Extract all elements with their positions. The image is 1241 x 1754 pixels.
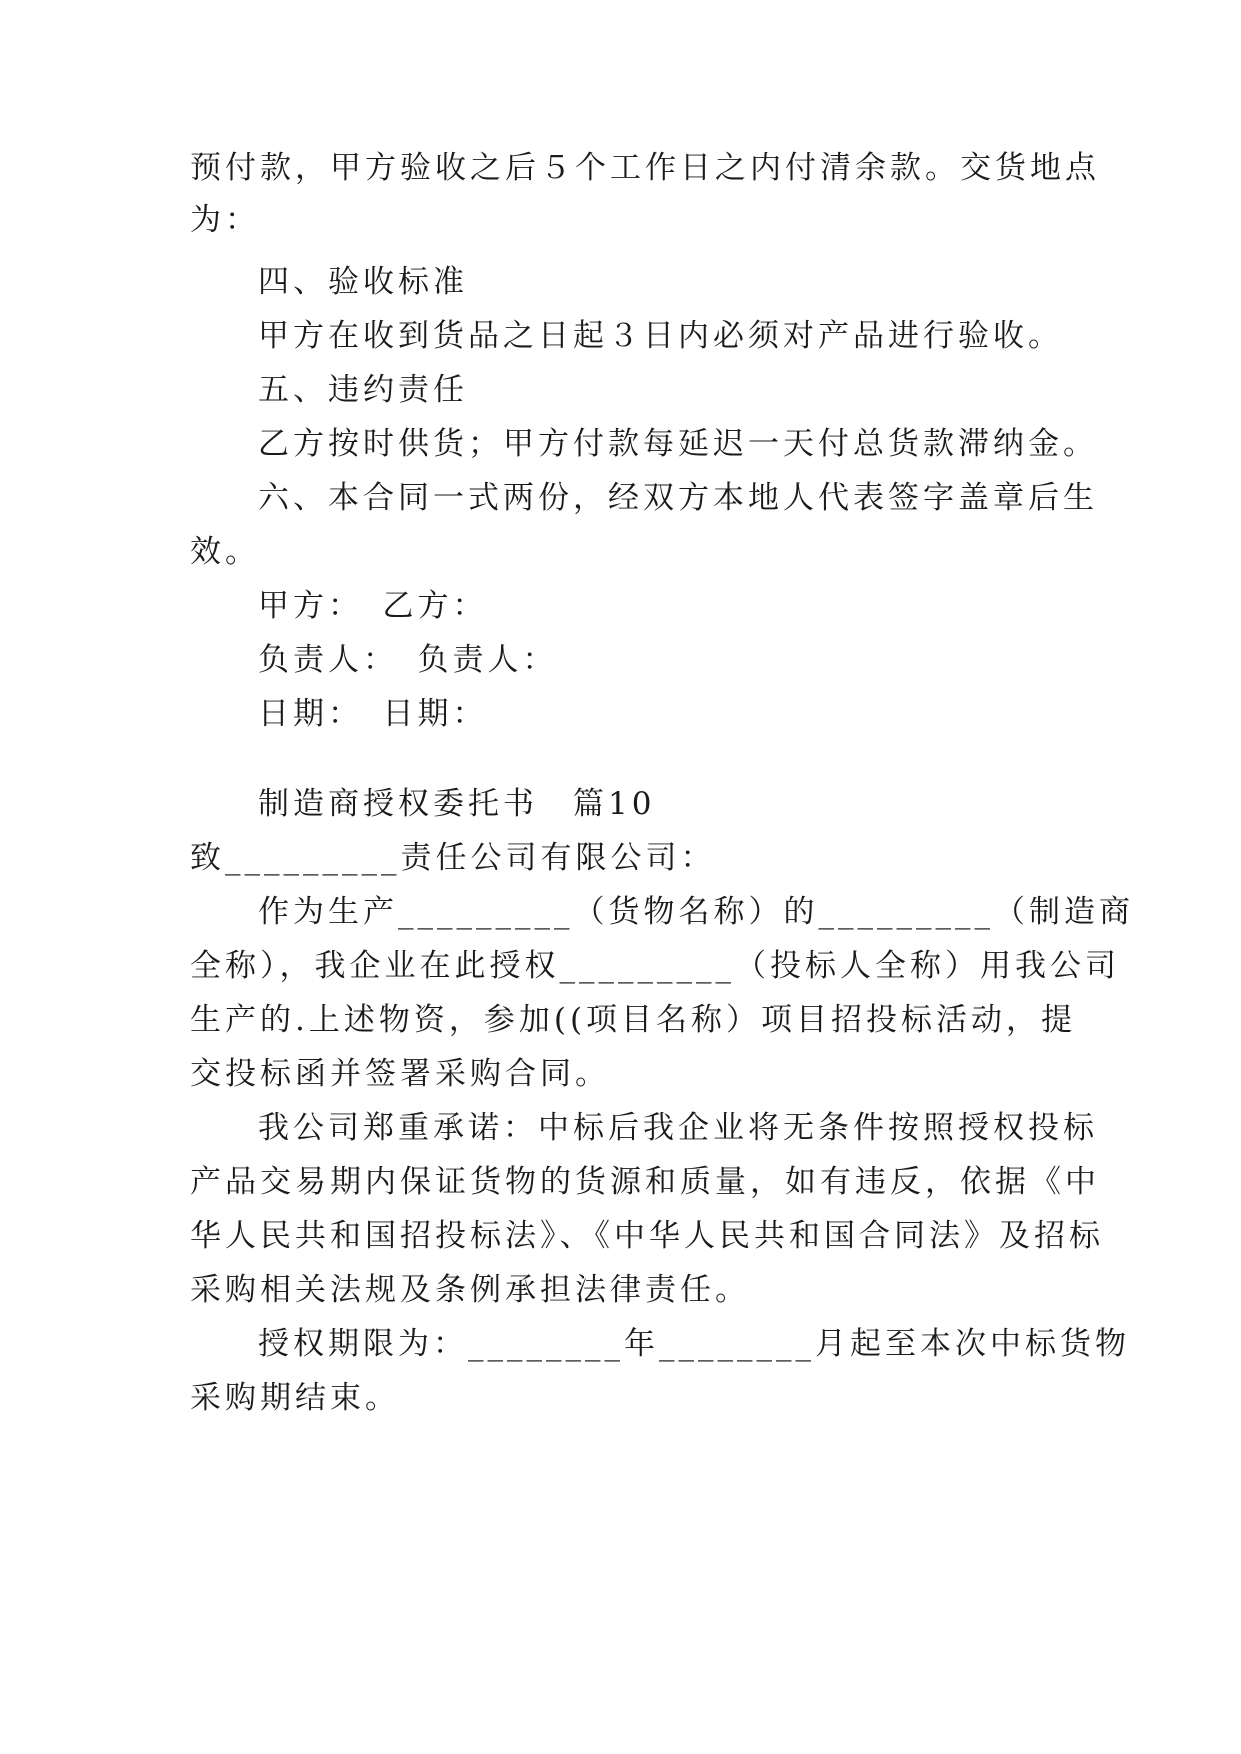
paragraph-line: 六、本合同一式两份，经双方本地人代表签字盖章后生 [258, 480, 1098, 516]
paragraph-line: 甲方在收到货品之日起３日内必须对产品进行验收。 [258, 318, 1063, 354]
paragraph-line: 华人民共和国招投标法》、《中华人民共和国合同法》及招标 [190, 1218, 1104, 1254]
addressee-line: 致_________责任公司有限公司： [190, 840, 716, 876]
paragraph-line: 交投标函并签署采购合同。 [190, 1056, 610, 1092]
paragraph-line: 采购相关法规及条例承担法律责任。 [190, 1272, 750, 1308]
section-heading: 五、违约责任 [258, 372, 468, 408]
paragraph-line: 全称），我企业在此授权_________（投标人全称）用我公司 [190, 948, 1120, 984]
paragraph-line: 产品交易期内保证货物的货源和质量，如有违反，依据《中 [190, 1164, 1100, 1200]
signature-date-line: 日期： 日期： [258, 696, 488, 732]
paragraph-line: 生产的.上述物资，参加((项目名称）项目招投标活动，提 [190, 1002, 1077, 1038]
paragraph-line: 预付款，甲方验收之后５个工作日之内付清余款。交货地点 [190, 150, 1100, 186]
paragraph-line: 作为生产_________（货物名称）的_________（制造商 [258, 894, 1134, 930]
signature-party-line: 甲方： 乙方： [258, 588, 488, 624]
paragraph-line: 乙方按时供货；甲方付款每延迟一天付总货款滞纳金。 [258, 426, 1098, 462]
paragraph-line: 效。 [190, 534, 260, 570]
signature-person-line: 负责人： 负责人： [258, 642, 558, 678]
section-heading: 四、验收标准 [258, 264, 468, 300]
paragraph-line: 我公司郑重承诺：中标后我企业将无条件按照授权投标 [258, 1110, 1098, 1146]
section-title: 制造商授权委托书 篇10 [258, 786, 656, 822]
paragraph-line: 授权期限为：________年________月起至本次中标货物 [258, 1326, 1130, 1362]
paragraph-line: 采购期结束。 [190, 1380, 400, 1416]
paragraph-line: 为： [190, 202, 260, 238]
